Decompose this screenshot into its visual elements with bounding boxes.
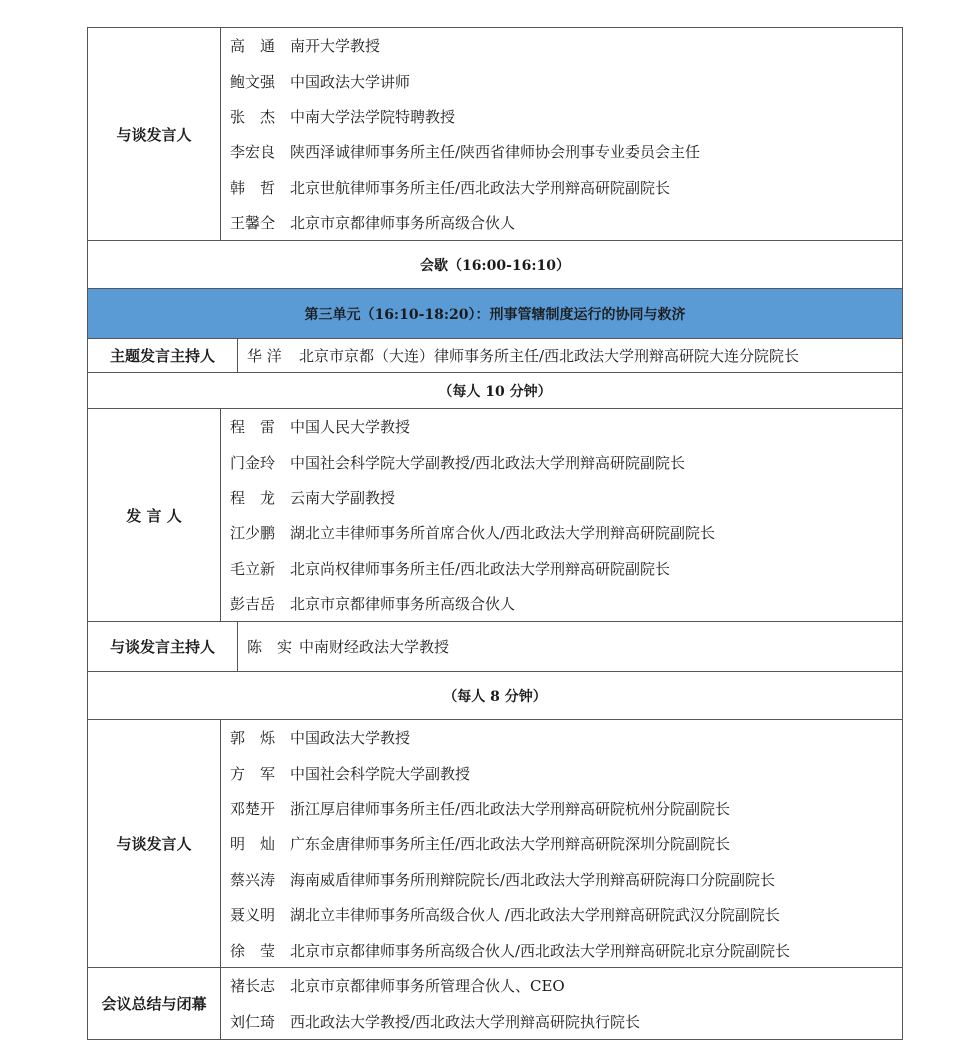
person-row <box>230 480 902 515</box>
person-row <box>230 515 902 550</box>
person-title: 陕西泽诚律师事务所主任/陕西省律师协会刑事专业委员会主任 <box>290 143 701 162</box>
person-row <box>230 551 902 586</box>
person-title: 中国政法大学讲师 <box>290 72 411 91</box>
people-list <box>221 968 902 1039</box>
person-title: 浙江厚启律师事务所主任/西北政法大学刑辩高研院杭州分院副院长 <box>290 799 731 818</box>
person-title: 中国政法大学教授 <box>290 729 411 748</box>
section-label: 与谈发言人 <box>88 720 221 967</box>
person-row <box>230 134 902 169</box>
section-label: 与谈发言人 <box>88 28 221 240</box>
panelists-section-2 <box>88 720 902 968</box>
closing-section <box>88 968 902 1040</box>
section-label: 发 言 人 <box>88 409 221 621</box>
person-title: 南开大学教授 <box>290 37 381 56</box>
section-label: 会议总结与闭幕 <box>88 968 221 1039</box>
person-title: 北京世航律师事务所主任/西北政法大学刑辩高研院副院长 <box>290 178 671 197</box>
person-title: 中南财经政法大学教授 <box>299 638 450 656</box>
person-title: 北京市京都律师事务所高级合伙人/西北政法大学刑辩高研院北京分院副院长 <box>290 941 791 960</box>
people-list <box>221 720 902 967</box>
person-name: 褚长志 <box>230 977 276 996</box>
person-row <box>230 444 902 479</box>
speakers-section <box>88 409 902 622</box>
person-name: 程 雷 <box>230 418 276 437</box>
person-name: 陈 实 <box>247 638 293 656</box>
person-row <box>230 968 902 1003</box>
panelists-section-1 <box>88 28 902 241</box>
person-name: 程 龙 <box>230 488 276 507</box>
person-row <box>230 826 902 861</box>
keynote-host-row <box>88 339 902 373</box>
time-note-row: （每人 10 分钟） <box>88 373 902 409</box>
person-name: 韩 哲 <box>230 178 276 197</box>
host-info <box>238 339 799 372</box>
person-row <box>230 755 902 790</box>
person-name: 邓楚开 <box>230 799 276 818</box>
person-row <box>230 862 902 897</box>
person-name: 李宏良 <box>230 143 276 162</box>
person-title: 北京市京都（大连）律师事务所主任/西北政法大学刑辩高研院大连分院院长 <box>299 347 800 365</box>
person-row <box>230 720 902 755</box>
person-name: 方 军 <box>230 764 276 783</box>
person-row <box>230 409 902 444</box>
section-label: 主题发言主持人 <box>88 339 238 372</box>
unit-3-header: 第三单元（16:10-18:20）：刑事管辖制度运行的协同与救济 <box>88 289 902 339</box>
person-name: 刘仁琦 <box>230 1012 276 1031</box>
person-title: 中国社会科学院大学副教授 <box>290 764 471 783</box>
person-row <box>230 28 902 63</box>
person-name: 毛立新 <box>230 559 276 578</box>
person-title: 北京市京都律师事务所管理合伙人、CEO <box>290 977 565 996</box>
person-title: 北京市京都律师事务所高级合伙人 <box>290 214 516 233</box>
person-row <box>230 791 902 826</box>
person-row <box>230 897 902 932</box>
person-row <box>230 1003 902 1038</box>
person-title: 湖北立丰律师事务所高级合伙人 /西北政法大学刑辩高研院武汉分院副院长 <box>290 906 780 925</box>
person-row <box>230 170 902 205</box>
person-name: 张 杰 <box>230 107 276 126</box>
panel-host-row <box>88 622 902 672</box>
section-label: 与谈发言主持人 <box>88 622 238 671</box>
people-list <box>221 28 902 240</box>
person-title: 中国人民大学教授 <box>290 418 411 437</box>
person-title: 北京尚权律师事务所主任/西北政法大学刑辩高研院副院长 <box>290 559 671 578</box>
person-title: 湖北立丰律师事务所首席合伙人/西北政法大学刑辩高研院副院长 <box>290 524 716 543</box>
person-name: 鲍文强 <box>230 72 276 91</box>
person-row <box>230 586 902 621</box>
host-info <box>238 622 449 671</box>
person-name: 高 通 <box>230 37 276 56</box>
people-list <box>221 409 902 621</box>
person-row <box>230 99 902 134</box>
agenda-table <box>87 27 903 1040</box>
person-row <box>230 205 902 240</box>
person-title: 海南威盾律师事务所刑辩院院长/西北政法大学刑辩高研院海口分院副院长 <box>290 870 776 889</box>
person-name: 王馨仝 <box>230 214 276 233</box>
person-title: 云南大学副教授 <box>290 488 396 507</box>
person-name: 华 洋 <box>247 347 282 365</box>
person-name: 聂义明 <box>230 906 276 925</box>
person-title: 北京市京都律师事务所高级合伙人 <box>290 595 516 614</box>
person-title: 广东金唐律师事务所主任/西北政法大学刑辩高研院深圳分院副院长 <box>290 835 731 854</box>
person-name: 蔡兴涛 <box>230 870 276 889</box>
person-name: 彭吉岳 <box>230 595 276 614</box>
person-name: 明 灿 <box>230 835 276 854</box>
person-name: 门金玲 <box>230 453 276 472</box>
person-title: 西北政法大学教授/西北政法大学刑辩高研院执行院长 <box>290 1012 641 1031</box>
person-name: 徐 莹 <box>230 941 276 960</box>
person-name: 郭 烁 <box>230 729 276 748</box>
time-note-row: （每人 8 分钟） <box>88 672 902 720</box>
person-row <box>230 63 902 98</box>
person-title: 中国社会科学院大学副教授/西北政法大学刑辩高研院副院长 <box>290 453 686 472</box>
person-row <box>230 932 902 967</box>
break-row: 会歇（16:00-16:10） <box>88 241 902 289</box>
person-title: 中南大学法学院特聘教授 <box>290 107 456 126</box>
person-name: 江少鹏 <box>230 524 276 543</box>
